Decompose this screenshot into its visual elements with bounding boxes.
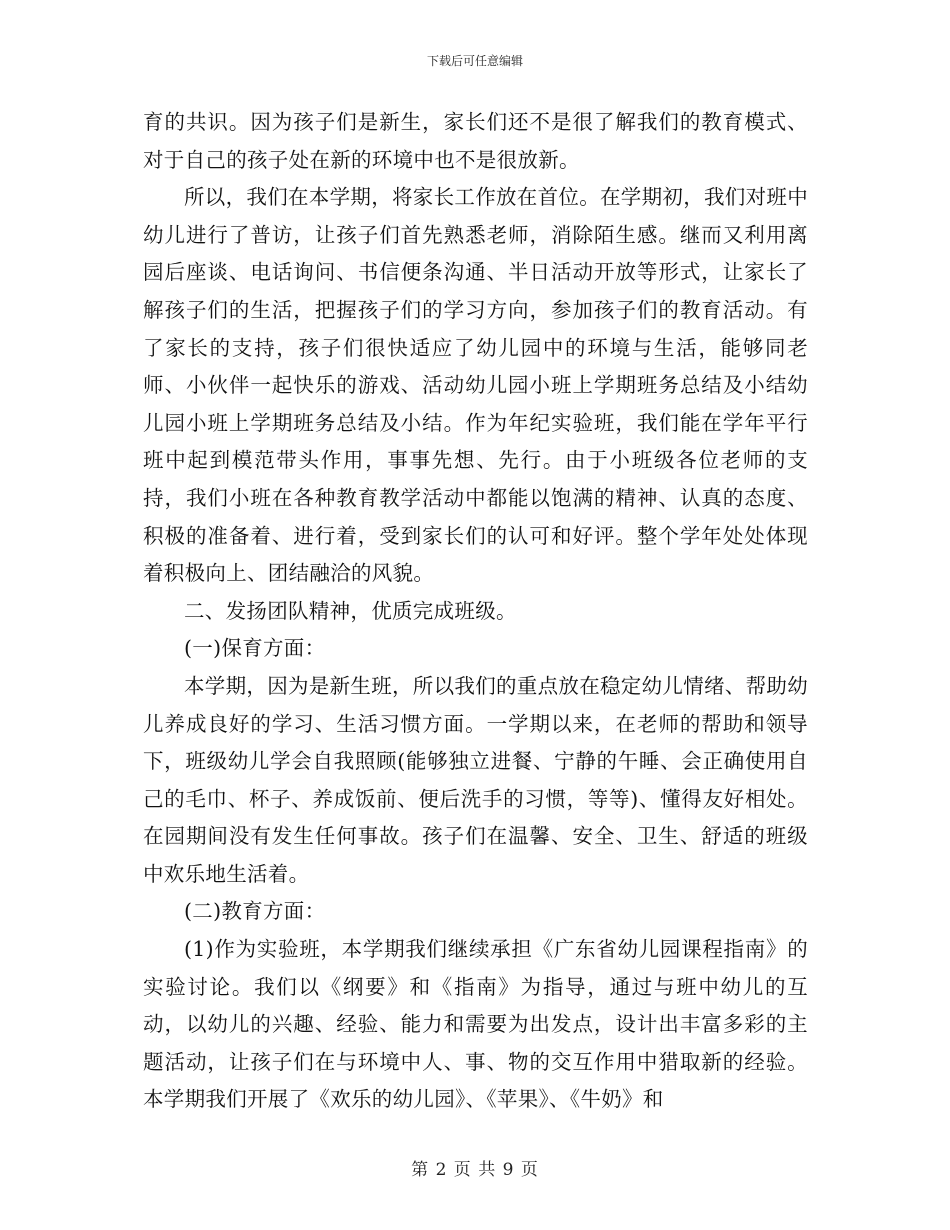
document-body [143,104,808,1119]
section-heading-2: 二、发扬团队精神，优质完成班级。 [184,598,517,623]
subsection-heading-care: (一)保育方面： [184,636,326,661]
page-header-note: 下载后可任意编辑 [426,54,523,68]
paragraph-care: 本学期，因为是新生班，所以我们的重点放在稳定幼儿情绪、帮助幼儿养成良好的学习、生活习惯方面。一学期以来，在老师的帮助和领导下，班级幼儿学会自我照顾(能够独立进餐、宁静的午睡、会正确使用自己的毛巾、杯子、养成饭前、便后洗手的习惯，等等)、懂得友好相处。在园期间没有发生任何事故。孩子们在温馨、安全、卫生、舒适的班级中欢乐地生活着。 [143,673,808,886]
paragraph-education-1: (1)作为实验班，本学期我们继续承担《广东省幼儿园课程指南》的实验讨论。我们以《纲要》和《指南》为指导，通过与班中幼儿的互动，以幼儿的兴趣、经验、能力和需要为出发点，设计出丰富多彩的主题活动，让孩子们在与环境中人、事、物的交互作用中猎取新的经验。本学期我们开展了《欢乐的幼儿园》、《苹果》、《牛奶》和 [143,937,808,1112]
paragraph-2: 所以，我们在本学期，将家长工作放在首位。在学期初，我们对班中幼儿进行了普访，让孩子们首先熟悉老师，消除陌生感。继而又利用离园后座谈、电话询问、书信便条沟通、半日活动开放等形式，让家长了解孩子们的生活，把握孩子们的学习方向，参加孩子们的教育活动。有了家长的支持，孩子们很快适应了幼儿园中的环境与生活，能够同老师、小伙伴一起快乐的游戏、活动幼儿园小班上学期班务总结及小结幼儿园小班上学期班务总结及小结。作为年纪实验班，我们能在学年平行班中起到模范带头作用，事事先想、先行。由于小班级各位老师的支持，我们小班在各种教育教学活动中都能以饱满的精神、认真的态度、积极的准备着、进行着，受到家长们的认可和好评。整个学年处处体现着积极向上、团结融洽的风貌。 [143,185,808,586]
paragraph-1: 育的共识。因为孩子们是新生，家长们还不是很了解我们的教育模式、对于自己的孩子处在新的环境中也不是很放新。 [143,110,808,172]
subsection-heading-education: (二)教育方面： [184,899,326,924]
page-number: 第 2 页 共 9 页 [411,1160,539,1180]
